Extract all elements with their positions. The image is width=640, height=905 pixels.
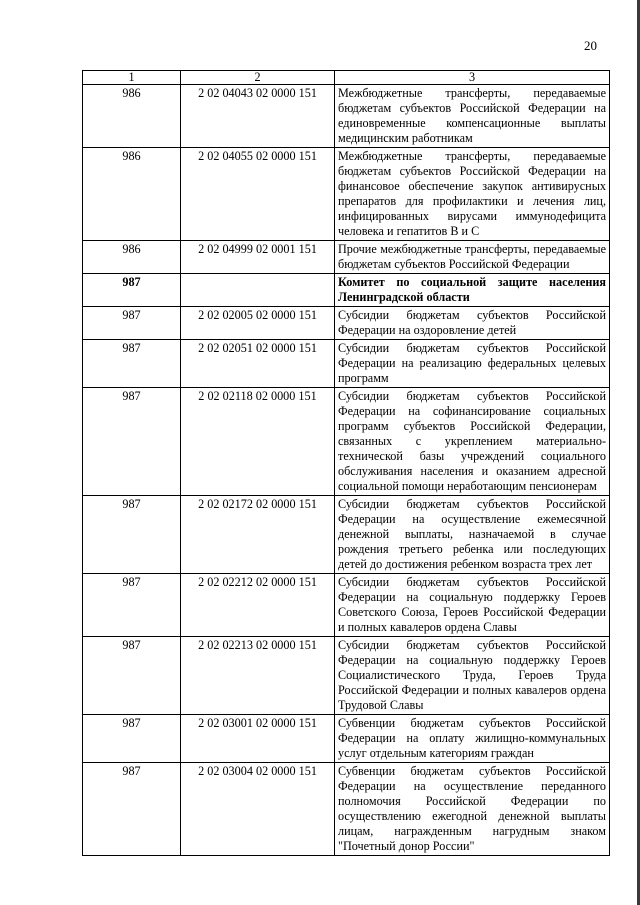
income-name-cell: Комитет по социальной защите населения Ленинградской области — [335, 274, 610, 307]
column-header-3: 3 — [335, 71, 610, 85]
income-code-cell: 2 02 04055 02 0000 151 — [181, 148, 335, 241]
income-code-cell: 2 02 03004 02 0000 151 — [181, 763, 335, 856]
table-row — [83, 574, 610, 637]
admin-code-cell: 987 — [83, 307, 181, 340]
table-row — [83, 340, 610, 388]
income-name-cell: Субсидии бюджетам субъектов Российской Федерации на социальную поддержку Героев Социалистического Труда, Героев Труда Российской Федерации и полных кавалеров ордена Трудовой Славы — [335, 637, 610, 715]
table-row — [83, 148, 610, 241]
admin-code-cell: 987 — [83, 274, 181, 307]
table-row — [83, 307, 610, 340]
income-name-cell: Субвенции бюджетам субъектов Российской Федерации на осуществление переданного полномочия Российской Федерации по осуществлению ежегодной денежной выплаты лицам, награжденным нагрудным знаком "Почетный донор России" — [335, 763, 610, 856]
income-name-cell: Субсидии бюджетам субъектов Российской Федерации на осуществление ежемесячной денежной выплаты, назначаемой в случае рождения третьего ребенка или последующих детей до достижения ребенком возраста трех лет — [335, 496, 610, 574]
table-row — [83, 496, 610, 574]
income-name-cell: Субсидии бюджетам субъектов Российской Федерации на оздоровление детей — [335, 307, 610, 340]
admin-code-cell: 987 — [83, 340, 181, 388]
admin-code-cell: 987 — [83, 574, 181, 637]
page-number: 20 — [584, 38, 597, 53]
income-name-cell: Межбюджетные трансферты, передаваемые бюджетам субъектов Российской Федерации на единовременные компенсационные выплаты медицинским работникам — [335, 85, 610, 148]
income-name-cell: Субсидии бюджетам субъектов Российской Федерации на софинансирование социальных программ субъектов Российской Федерации, связанных с укреплением материально-технической базы учреждений социального обслуживания населения и оказанием адресной социальной помощи неработающим пенсионерам — [335, 388, 610, 496]
income-name-cell: Субсидии бюджетам субъектов Российской Федерации на социальную поддержку Героев Советского Союза, Героев Российской Федерации и полных кавалеров ордена Славы — [335, 574, 610, 637]
income-code-cell: 2 02 04999 02 0001 151 — [181, 241, 335, 274]
table-header-row — [83, 71, 610, 85]
income-code-cell: 2 02 02213 02 0000 151 — [181, 637, 335, 715]
table-body — [83, 85, 610, 856]
column-header-1: 1 — [83, 71, 181, 85]
admin-code-cell: 987 — [83, 388, 181, 496]
income-code-cell: 2 02 02172 02 0000 151 — [181, 496, 335, 574]
income-code-cell: 2 02 02005 02 0000 151 — [181, 307, 335, 340]
table-row — [83, 715, 610, 763]
income-name-cell: Прочие межбюджетные трансферты, передаваемые бюджетам субъектов Российской Федерации — [335, 241, 610, 274]
table-row — [83, 388, 610, 496]
income-code-cell: 2 02 03001 02 0000 151 — [181, 715, 335, 763]
income-code-cell: 2 02 02051 02 0000 151 — [181, 340, 335, 388]
budget-code-table — [82, 70, 610, 856]
income-code-cell — [181, 274, 335, 307]
admin-code-cell: 986 — [83, 85, 181, 148]
table-row — [83, 763, 610, 856]
table-row — [83, 274, 610, 307]
admin-code-cell: 987 — [83, 637, 181, 715]
column-header-2: 2 — [181, 71, 335, 85]
table-row — [83, 637, 610, 715]
table-row — [83, 85, 610, 148]
table-row — [83, 241, 610, 274]
income-code-cell: 2 02 04043 02 0000 151 — [181, 85, 335, 148]
admin-code-cell: 987 — [83, 763, 181, 856]
income-code-cell: 2 02 02212 02 0000 151 — [181, 574, 335, 637]
admin-code-cell: 987 — [83, 496, 181, 574]
income-name-cell: Субсидии бюджетам субъектов Российской Федерации на реализацию федеральных целевых программ — [335, 340, 610, 388]
income-code-cell: 2 02 02118 02 0000 151 — [181, 388, 335, 496]
admin-code-cell: 986 — [83, 241, 181, 274]
admin-code-cell: 987 — [83, 715, 181, 763]
income-name-cell: Межбюджетные трансферты, передаваемые бюджетам субъектов Российской Федерации на финансовое обеспечение закупок антивирусных препаратов для профилактики и лечения лиц, инфицированных вирусами иммунодефицита человека и гепатитов В и С — [335, 148, 610, 241]
income-name-cell: Субвенции бюджетам субъектов Российской Федерации на оплату жилищно-коммунальных услуг отдельным категориям граждан — [335, 715, 610, 763]
admin-code-cell: 986 — [83, 148, 181, 241]
